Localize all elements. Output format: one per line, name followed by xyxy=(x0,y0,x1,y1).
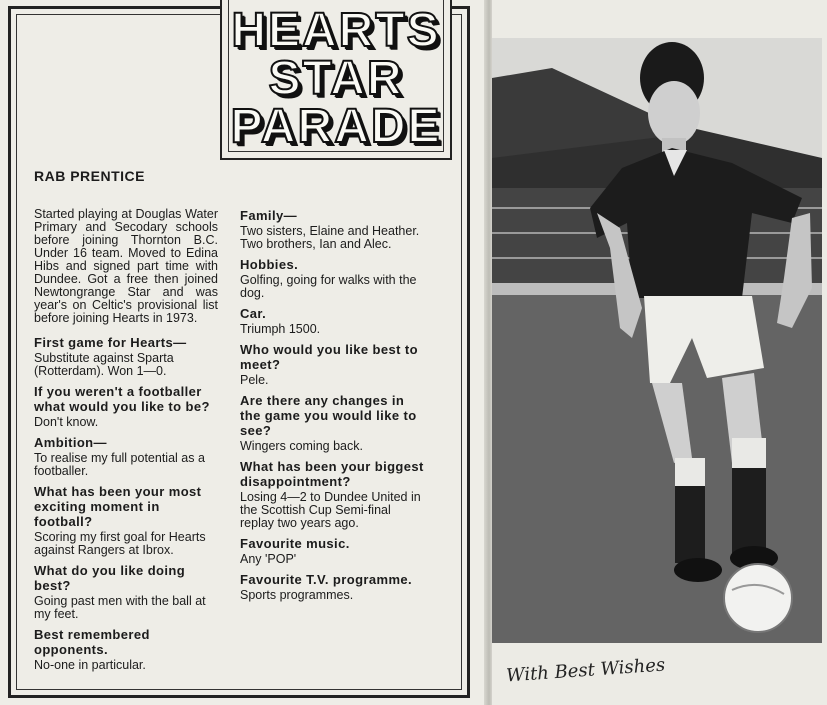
answer: Going past men with the ball at my feet. xyxy=(34,594,206,621)
question: What has been your most exciting moment in football? xyxy=(34,484,202,529)
answer: Losing 4—2 to Dundee United in the Scottish Cup Semi-final replay two years ago. xyxy=(240,490,421,530)
player-name: RAB PRENTICE xyxy=(34,168,146,184)
right-page xyxy=(492,0,827,705)
question: Favourite music. xyxy=(240,536,350,551)
qa-disappointment xyxy=(240,459,426,530)
qa-opponents xyxy=(34,627,218,672)
question: Best remembered opponents. xyxy=(34,627,150,657)
title-line-2: STAR xyxy=(268,52,404,105)
qa-music xyxy=(240,536,426,566)
left-column xyxy=(34,208,218,678)
qa-like-best xyxy=(34,563,218,621)
qa-family xyxy=(240,208,426,251)
title-line-1: HEARTS xyxy=(231,4,441,57)
player-photo-illustration xyxy=(492,38,822,643)
question: What has been your biggest disappointment? xyxy=(240,459,424,489)
question: Are there any changes in the game you would like to see? xyxy=(240,393,417,438)
qa-exciting-moment xyxy=(34,484,218,557)
question: Hobbies. xyxy=(240,257,299,272)
question: Favourite T.V. programme. xyxy=(240,572,413,587)
answer: Golfing, going for walks with the dog. xyxy=(240,273,417,300)
bio-paragraph: Started playing at Douglas Water Primary and Secodary schools before joining Thornton B.C. Under 16 team. Moved to Edina Hibs and signed part time with Dundee. Got a free then joined Newtongrange Star and was year's on Celtic's provisional list before joining Hearts in 1973. xyxy=(34,207,218,325)
answer: Any 'POP' xyxy=(240,552,297,566)
answer: Two sisters, Elaine and Heather. Two brothers, Ian and Alec. xyxy=(240,224,420,251)
qa-first-game xyxy=(34,335,218,378)
title-line-3: PARADE xyxy=(230,100,442,153)
question: Who would you like best to meet? xyxy=(240,342,418,372)
answer: Scoring my first goal for Hearts against Rangers at Ibrox. xyxy=(34,530,206,557)
question: Car. xyxy=(240,306,267,321)
question: Ambition— xyxy=(34,435,107,450)
qa-ambition xyxy=(34,435,218,478)
answer: Wingers coming back. xyxy=(240,439,363,453)
qa-car xyxy=(240,306,426,336)
qa-tv xyxy=(240,572,426,602)
answer: Pele. xyxy=(240,373,269,387)
qa-meet xyxy=(240,342,426,387)
question: What do you like doing best? xyxy=(34,563,186,593)
question: First game for Hearts— xyxy=(34,335,187,350)
answer: No-one in particular. xyxy=(34,658,146,672)
title-box xyxy=(220,0,452,160)
answer: Sports programmes. xyxy=(240,588,354,602)
answer: Don't know. xyxy=(34,415,99,429)
answer: Substitute against Sparta (Rotterdam). Won 1—0. xyxy=(34,351,174,378)
right-column xyxy=(240,208,426,608)
qa-hobbies xyxy=(240,257,426,300)
answer: Triumph 1500. xyxy=(240,322,321,336)
signature: With Best Wishes xyxy=(505,654,666,687)
qa-alt-career xyxy=(34,384,218,429)
question: Family— xyxy=(240,208,297,223)
question: If you weren't a footballer what would you like to be? xyxy=(34,384,210,414)
player-photo xyxy=(492,38,822,643)
qa-changes xyxy=(240,393,426,453)
answer: To realise my full potential as a footballer. xyxy=(34,451,205,478)
